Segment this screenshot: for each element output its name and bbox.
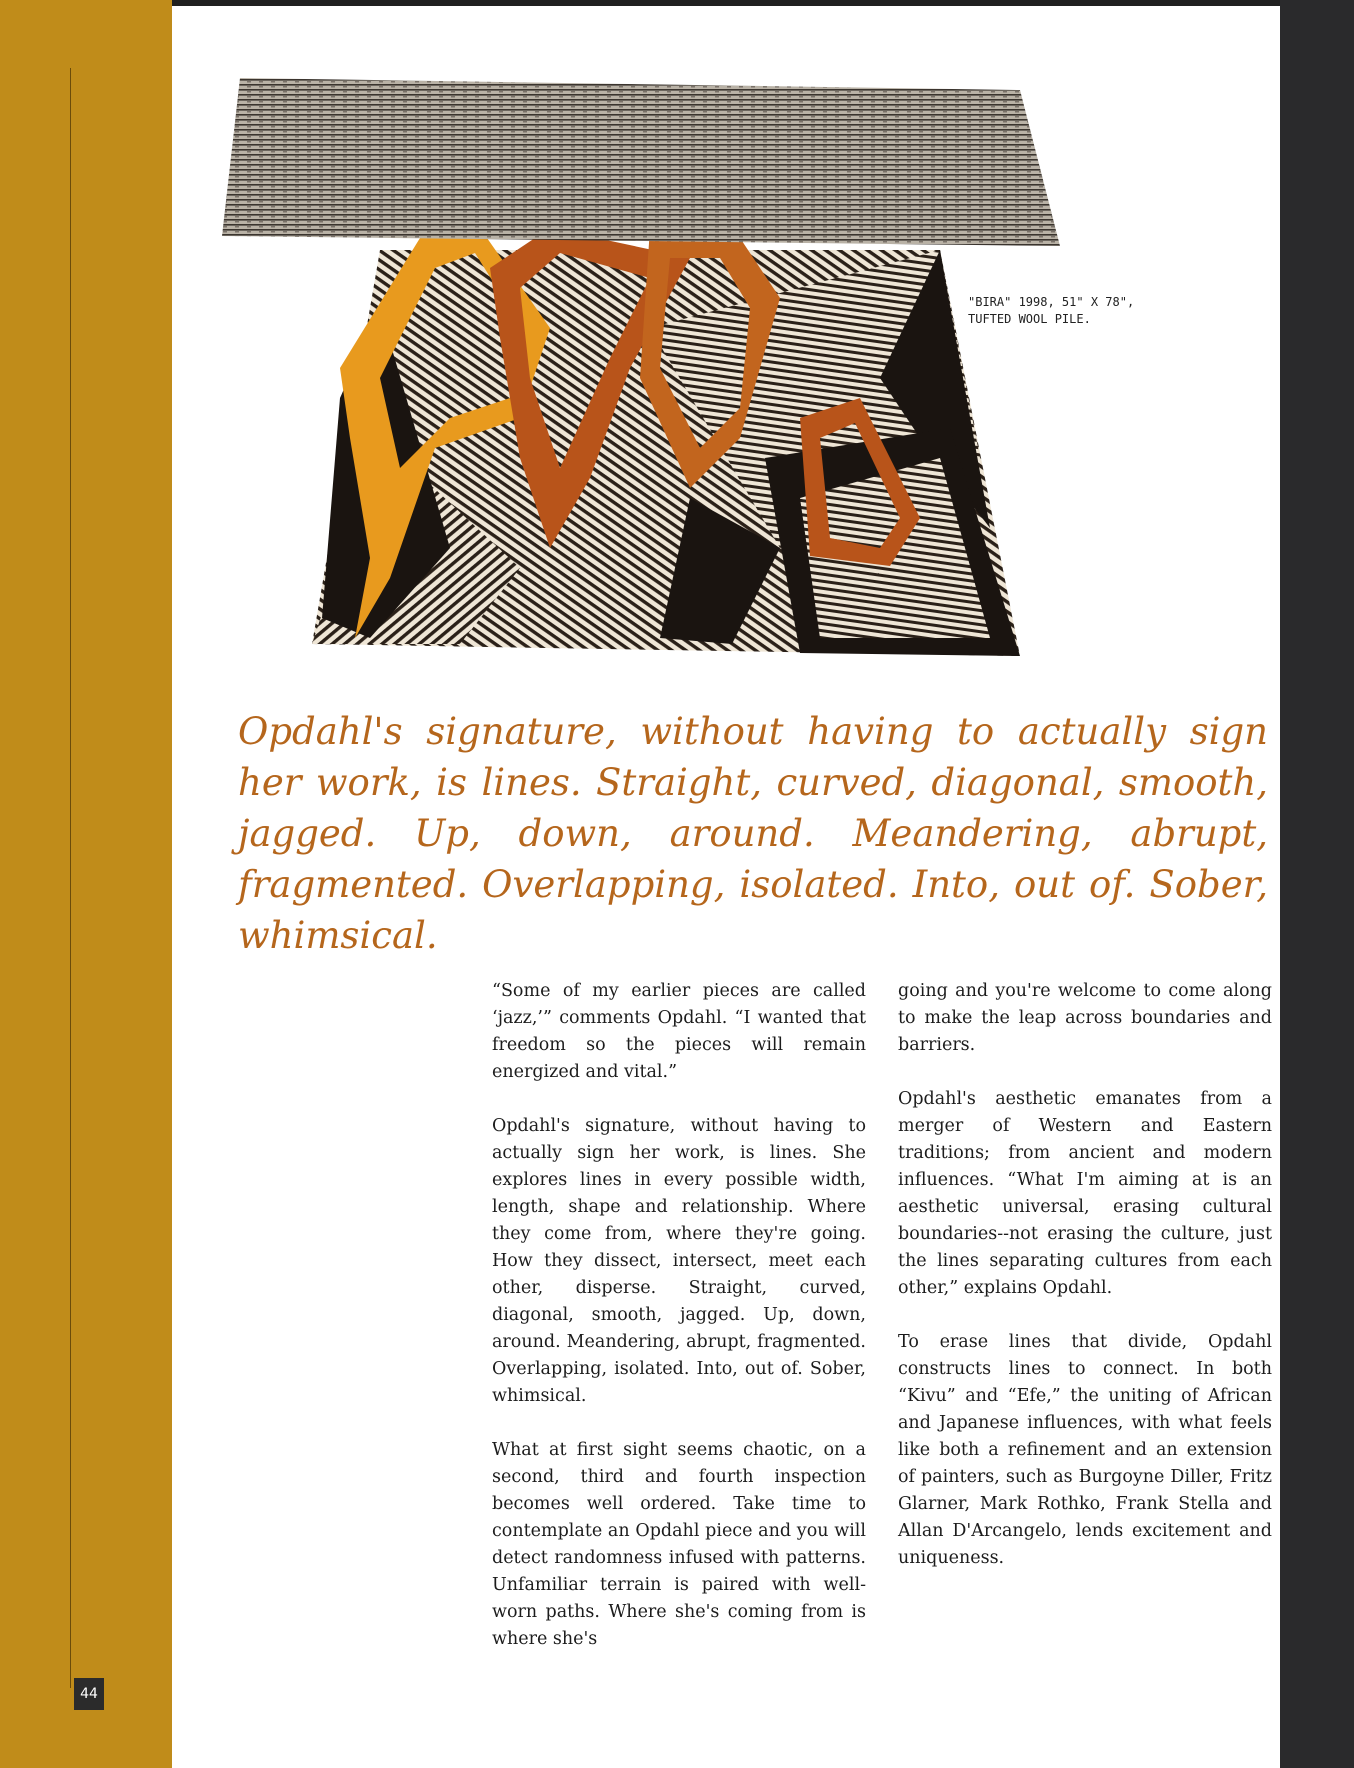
rug-artwork [220, 78, 1090, 668]
dark-side-band [1280, 0, 1354, 1768]
paragraph: Opdahl's aesthetic emanates from a merger of Western and Eastern traditions; from ancient and modern influences. “What I'm aiming at is an aesthetic universal, erasing cultural boundaries--not erasing the culture, just the lines separating cultures from each other,” explains Opdahl. [898, 1089, 1272, 1298]
artwork-caption: "BIRA" 1998, 51" X 78", TUFTED WOOL PILE. [968, 295, 1135, 326]
pull-quote: Opdahl's signature, without having to actually sign her work, is lines. Straight, curved, diagonal, smooth, jagged. Up, down, around. Meandering, abrupt, fragmented. Overlapping, isolated. Into, out of. Sober, whimsical. [238, 710, 1268, 957]
vertical-rule [70, 68, 71, 1688]
body-column-left [492, 978, 866, 1680]
page-number: 44 [74, 1678, 104, 1710]
gold-side-band [0, 0, 172, 1768]
paragraph: “Some of my earlier pieces are called ‘jazz,’” comments Opdahl. “I wanted that freedom so the pieces will remain energized and vital.” [492, 981, 866, 1082]
paragraph: To erase lines that divide, Opdahl constructs lines to connect. In both “Kivu” and “Efe,” the uniting of African and Japanese influences, with what feels like both a refinement and an extension of painters, such as Burgoyne Diller, Fritz Glarner, Mark Rothko, Frank Stella and Allan D'Arcangelo, lends excitement and uniqueness. [898, 1332, 1272, 1568]
paragraph: What at first sight seems chaotic, on a second, third and fourth inspection becomes well ordered. Take time to contemplate an Opdahl piece and you will detect randomness infused with patterns. Unfamiliar terrain is paired with well-worn paths. Where she's coming from is where she's [492, 1440, 866, 1649]
body-column-right [898, 978, 1272, 1599]
paragraph: Opdahl's signature, without having to actually sign her work, is lines. She explores lines in every possible width, length, shape and relationship. Where they come from, where they're going. How they dissect, intersect, meet each other, disperse. Straight, curved, diagonal, smooth, jagged. Up, down, around. Meandering, abrupt, fragmented. Overlapping, isolated. Into, out of. Sober, whimsical. [492, 1116, 866, 1406]
top-edge-line [0, 0, 1354, 6]
paragraph: going and you're welcome to come along to make the leap across boundaries and barriers. [898, 981, 1272, 1055]
